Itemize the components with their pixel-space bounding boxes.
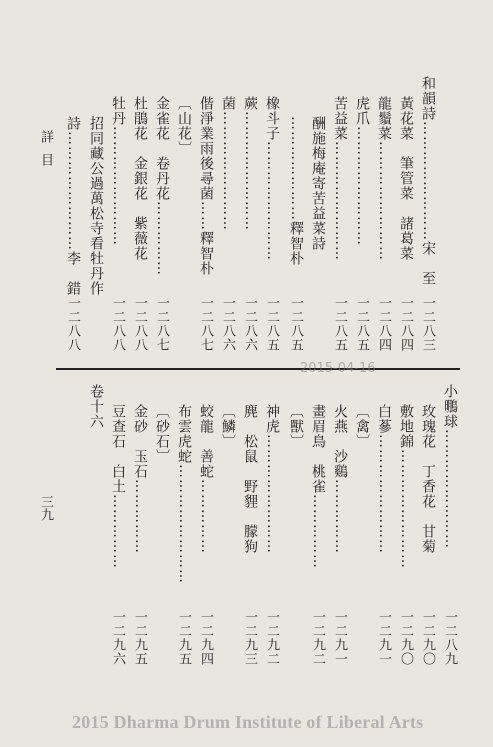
toc-entry: 牡丹…………………… (110, 96, 126, 246)
page-ref: 一二九一 (376, 610, 391, 666)
page-ref: 一二九二 (310, 610, 325, 666)
page-ref: 一二八五 (288, 296, 303, 352)
page-ref: 一二八五 (264, 296, 279, 352)
toc-entry: …………………釋智朴 (288, 116, 304, 266)
toc-entry: 虎爪…………………… (354, 96, 370, 246)
toc-entry: 龍鬚菜…………………… (376, 96, 392, 261)
toc-entry: 畫眉鳥 桃雀…………… (310, 404, 326, 569)
toc-entry: 神虎…………………… (264, 404, 280, 554)
page-ref: 一二八六 (220, 296, 235, 352)
toc-entry: 敷地錦…………………… (398, 404, 414, 569)
section-heading: 〔山花〕 (176, 96, 192, 156)
toc-entry: 苦益菜…………………… (332, 96, 348, 261)
toc-entry: 杜鵑花 金銀花 紫薇花 (132, 96, 148, 261)
toc-entry: 偕淨業雨後尋菌……釋智朴 (198, 96, 214, 276)
page-ref: 一二八三 (420, 296, 435, 352)
watermark: 2015 Dharma Drum Institute of Liberal Arts (72, 712, 424, 732)
section-label: 詳目 (38, 130, 53, 176)
page-ref: 一二八九 (442, 610, 457, 666)
page-ref: 一二八六 (242, 296, 257, 352)
page-ref: 一二八四 (376, 296, 391, 352)
page-ref: 一二九五 (132, 610, 147, 666)
toc-entry: 火燕 沙鷄…………… (332, 404, 348, 554)
toc-entry: 詩……………………李 錯 (65, 116, 81, 296)
toc-entry: 金雀花 卷丹花…………… (154, 96, 170, 276)
toc-entry: 蛟龍 善蛇…………… (198, 404, 214, 554)
toc-entry: 黃花菜 筆管菜 諸葛菜 (398, 96, 414, 261)
toc-entry: 和韻詩……………………宋 至 (420, 76, 436, 286)
page-number: 三九 (38, 495, 53, 521)
date-stamp: 2015-04-16 (300, 361, 376, 376)
toc-entry: 蕨…………………… (242, 96, 258, 231)
toc-entry: 金砂 玉石…………… (132, 404, 148, 554)
toc-entry: 布雲虎蛇…………………… (176, 404, 192, 584)
section-heading: 〔禽〕 (354, 404, 370, 449)
volume-heading: 卷十六 (88, 384, 104, 429)
page-ref: 一二九一 (332, 610, 347, 666)
page-ref: 一二八五 (354, 296, 369, 352)
toc-entry: 白蔘…………………… (376, 404, 392, 554)
page-ref: 一二八八 (132, 296, 147, 352)
page-ref: 一二九三 (242, 610, 257, 666)
toc-entry: 酬施梅庵寄苦益菜詩 (310, 116, 326, 251)
page-ref: 一二八八 (110, 296, 125, 352)
page-ref: 一二九二 (264, 610, 279, 666)
page-ref: 一二九六 (110, 610, 125, 666)
page-ref: 一二九四 (198, 610, 213, 666)
page-ref: 一二九〇 (420, 610, 435, 666)
section-heading: 〔獸〕 (288, 404, 304, 449)
page-ref: 一二八五 (332, 296, 347, 352)
page-ref: 一二九〇 (398, 610, 413, 666)
toc-entry: 小䳟球…………………… (442, 384, 458, 549)
page-ref: 一二八七 (198, 296, 213, 352)
page-ref: 一二九五 (176, 610, 191, 666)
divider-rule (56, 368, 460, 370)
page-ref: 一二八七 (154, 296, 169, 352)
section-heading: 〔鱗〕 (220, 404, 236, 449)
toc-entry: 菌…………………… (220, 96, 236, 231)
page-ref: 一二八四 (398, 296, 413, 352)
toc-entry: 橡斗子…………………… (264, 96, 280, 261)
section-heading: 〔砂石〕 (154, 404, 170, 464)
toc-entry: 豆查石 白土…………… (110, 404, 126, 569)
toc-entry: 玫瑰花 丁香花 甘菊 (420, 404, 436, 554)
toc-entry: 招同藏公過萬松寺看牡丹作 (88, 116, 104, 296)
toc-entry: 麂 松鼠 野貍 朦狗 (242, 404, 258, 554)
page-ref: 一二八八 (65, 296, 80, 352)
